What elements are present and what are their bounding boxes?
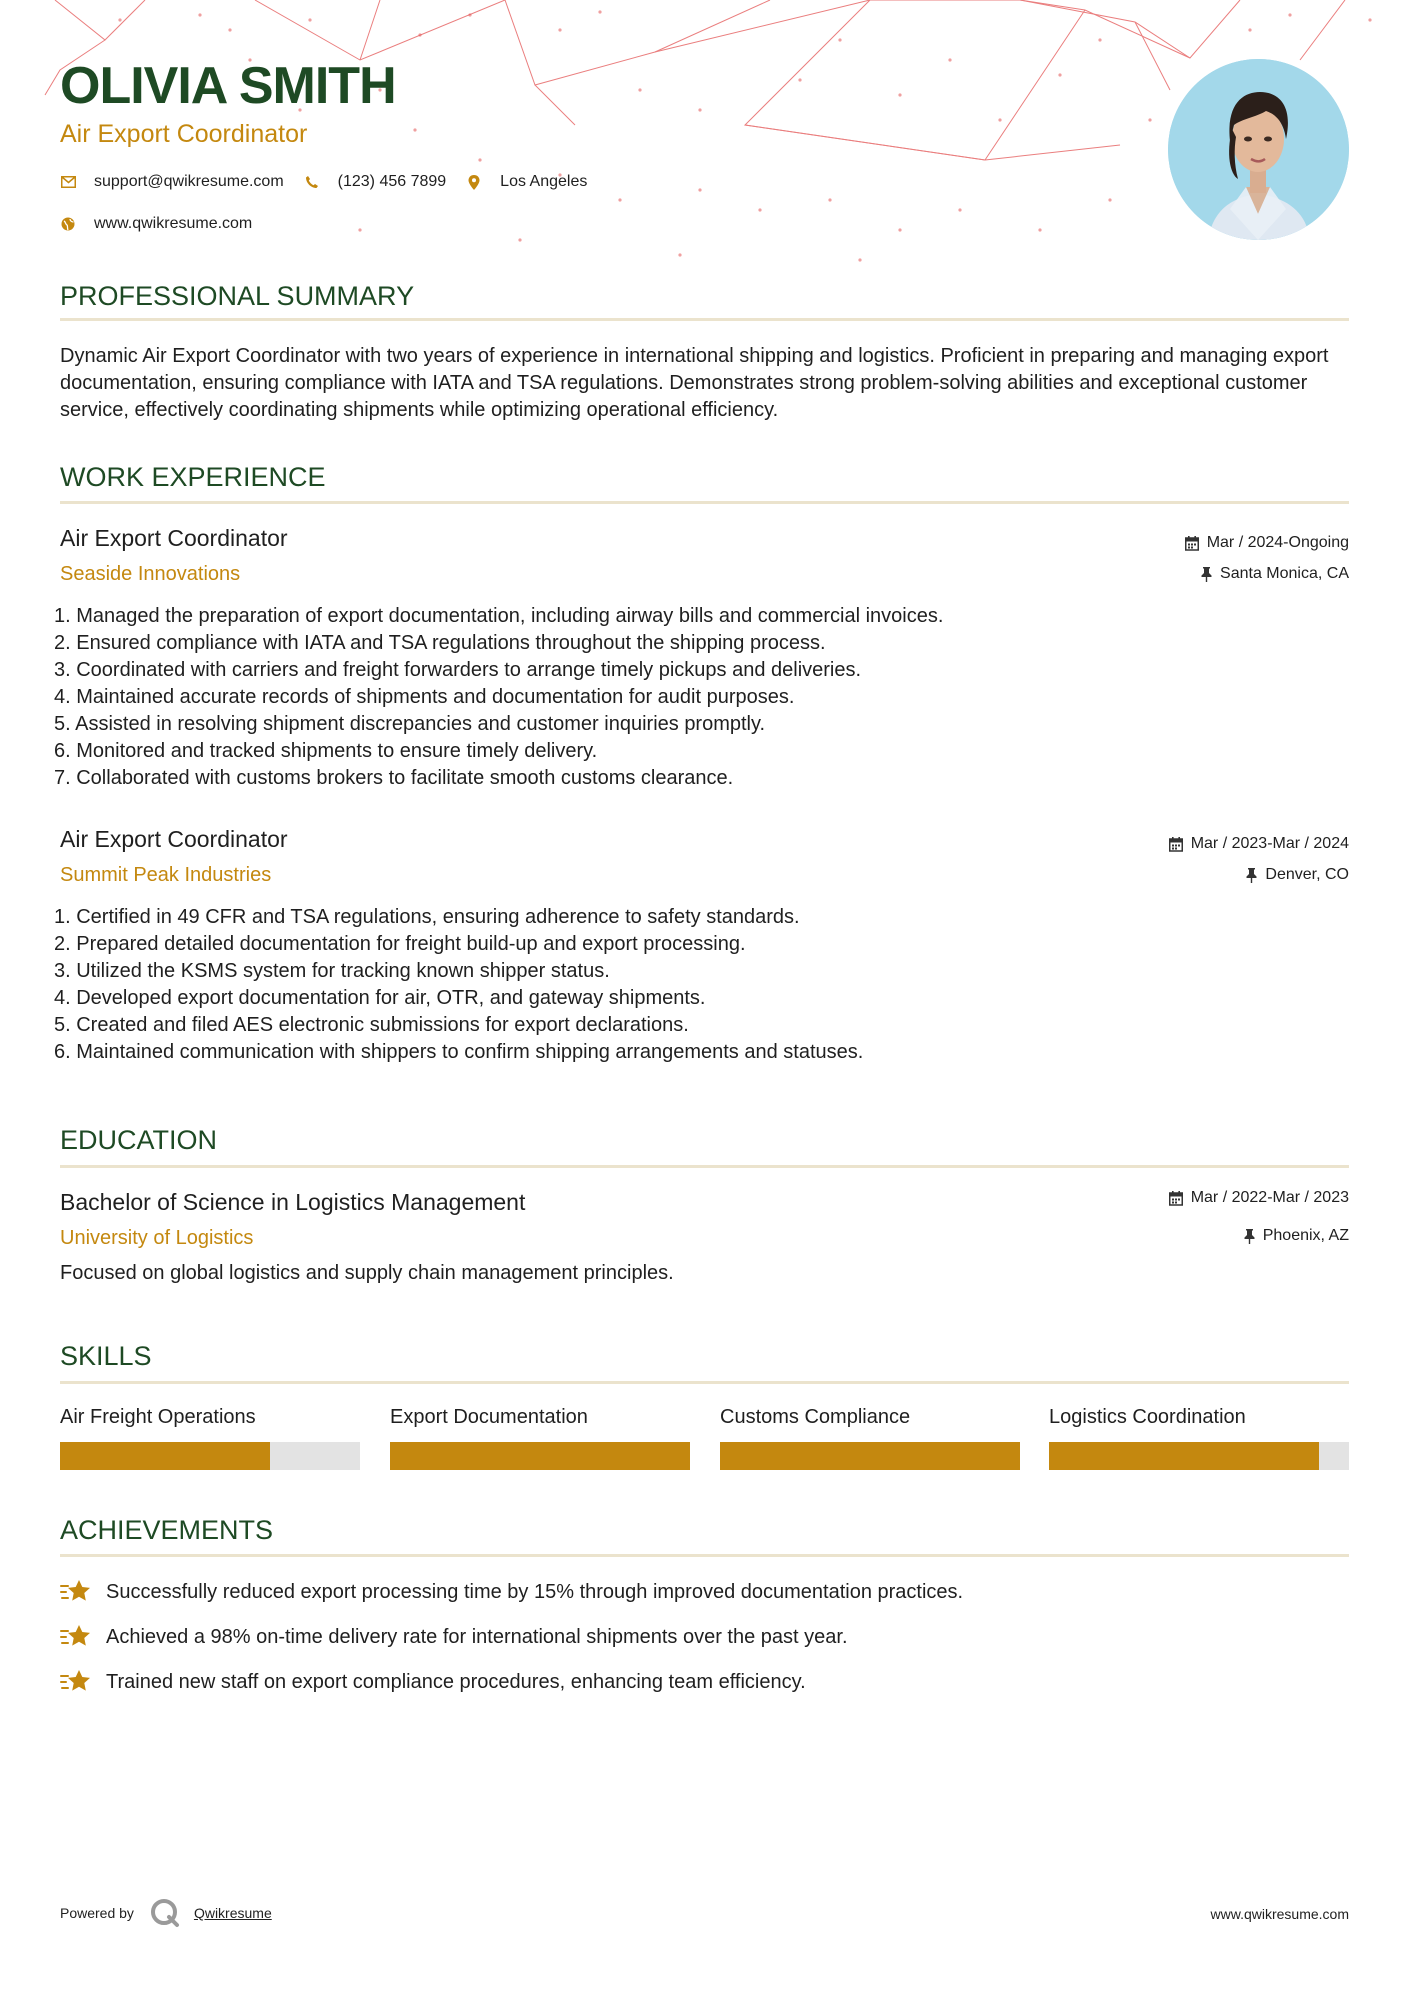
job-company: Summit Peak Industries bbox=[60, 864, 272, 886]
candidate-title: Air Export Coordinator bbox=[60, 120, 308, 148]
school-name: University of Logistics bbox=[60, 1227, 254, 1249]
education-dates bbox=[1169, 1189, 1349, 1207]
qwikresume-logo-icon bbox=[150, 1898, 180, 1928]
skill-level-fill bbox=[1049, 1442, 1319, 1470]
job-location bbox=[1201, 565, 1349, 583]
skill-bar bbox=[390, 1442, 690, 1470]
skill-item bbox=[390, 1402, 690, 1470]
star-icon bbox=[60, 1577, 92, 1607]
website-row bbox=[60, 215, 272, 233]
education-location-text: Phoenix, AZ bbox=[1262, 1227, 1349, 1244]
website-text[interactable]: www.qwikresume.com bbox=[94, 215, 253, 232]
pushpin-icon bbox=[1201, 567, 1212, 582]
job-location-text: Santa Monica, CA bbox=[1220, 565, 1349, 582]
qwikresume-link[interactable]: Qwikresume bbox=[193, 1905, 272, 1921]
education-dates-text: Mar / 2022-Mar / 2023 bbox=[1190, 1189, 1349, 1206]
skill-level-fill bbox=[60, 1442, 270, 1470]
calendar-icon bbox=[1169, 837, 1183, 852]
achievement-item bbox=[60, 1622, 848, 1652]
summary-heading: PROFESSIONAL SUMMARY bbox=[60, 281, 415, 311]
phone-text[interactable]: (123) 456 7899 bbox=[337, 173, 447, 190]
list-item: 7. Collaborated with customs brokers to facilitate smooth customs clearance. bbox=[54, 767, 734, 789]
degree-title: Bachelor of Science in Logistics Management bbox=[60, 1189, 526, 1215]
education-heading: EDUCATION bbox=[60, 1125, 218, 1155]
calendar-icon bbox=[1185, 536, 1199, 551]
achievement-item bbox=[60, 1667, 806, 1697]
skill-name: Export Documentation bbox=[390, 1406, 588, 1428]
pushpin-icon bbox=[1246, 868, 1257, 883]
skill-name: Air Freight Operations bbox=[60, 1406, 256, 1428]
list-item: 5. Created and filed AES electronic submissions for export declarations. bbox=[54, 1014, 689, 1036]
pushpin-icon bbox=[1244, 1229, 1255, 1244]
experience-heading: WORK EXPERIENCE bbox=[60, 462, 326, 492]
skill-item bbox=[1049, 1402, 1349, 1470]
location-item bbox=[466, 173, 587, 191]
star-icon bbox=[60, 1667, 92, 1697]
skill-bar bbox=[720, 1442, 1020, 1470]
achievements-heading: ACHIEVEMENTS bbox=[60, 1515, 274, 1545]
job-title: Air Export Coordinator bbox=[60, 525, 288, 551]
contact-row bbox=[60, 173, 607, 191]
job-title: Air Export Coordinator bbox=[60, 826, 288, 852]
list-item: 4. Maintained accurate records of shipments and documentation for audit purposes. bbox=[54, 686, 795, 708]
globe-icon bbox=[60, 216, 76, 232]
achievement-text: Successfully reduced export processing time by 15% through improved documentation practices. bbox=[106, 1580, 964, 1603]
achievement-item bbox=[60, 1577, 963, 1607]
summary-text: Dynamic Air Export Coordinator with two years of experience in international shipping and logistics. Proficient in preparing and managing export documentation, ensuring compliance with IATA and TSA regulations. Demonstrates strong problem-solving abilities and exceptional customer service, effectively coordinating shipments while optimizing operational efficiency. bbox=[60, 345, 1329, 421]
footer-branding bbox=[60, 1898, 272, 1928]
website-item[interactable] bbox=[60, 215, 252, 233]
list-item: 2. Ensured compliance with IATA and TSA regulations throughout the shipping process. bbox=[54, 632, 826, 654]
skill-bar bbox=[60, 1442, 360, 1470]
job-location-text: Denver, CO bbox=[1265, 866, 1349, 883]
summary-divider bbox=[60, 318, 1349, 321]
education-description: Focused on global logistics and supply chain management principles. bbox=[60, 1262, 674, 1284]
list-item: 5. Assisted in resolving shipment discrepancies and customer inquiries promptly. bbox=[54, 713, 766, 735]
list-item: 1. Certified in 49 CFR and TSA regulations, ensuring adherence to safety standards. bbox=[54, 906, 800, 928]
list-item: 6. Maintained communication with shippers to confirm shipping arrangements and statuses. bbox=[54, 1041, 864, 1063]
job-dates-text: Mar / 2023-Mar / 2024 bbox=[1190, 835, 1349, 852]
list-item: 1. Managed the preparation of export documentation, including airway bills and commercial invoices. bbox=[54, 605, 944, 627]
skill-name: Customs Compliance bbox=[720, 1406, 911, 1428]
experience-divider bbox=[60, 501, 1349, 504]
email-text[interactable]: support@qwikresume.com bbox=[94, 173, 284, 190]
list-item: 6. Monitored and tracked shipments to ensure timely delivery. bbox=[54, 740, 598, 762]
list-item: 4. Developed export documentation for air, OTR, and gateway shipments. bbox=[54, 987, 706, 1009]
achievement-text: Achieved a 98% on-time delivery rate for international shipments over the past year. bbox=[106, 1625, 848, 1648]
powered-by-label: Powered by bbox=[60, 1905, 134, 1921]
phone-item[interactable] bbox=[304, 173, 447, 191]
candidate-name: OLIVIA SMITH bbox=[60, 57, 396, 115]
email-item[interactable] bbox=[60, 173, 284, 191]
education-location bbox=[1244, 1227, 1349, 1245]
phone-icon bbox=[304, 174, 320, 190]
skill-level-fill bbox=[390, 1442, 690, 1470]
achievements-divider bbox=[60, 1554, 1349, 1557]
job-bullets bbox=[54, 603, 943, 792]
profile-photo bbox=[1168, 59, 1349, 240]
map-pin-icon bbox=[466, 174, 482, 190]
skills-divider bbox=[60, 1381, 1349, 1384]
job-company: Seaside Innovations bbox=[60, 563, 241, 585]
job-bullets bbox=[54, 904, 863, 1066]
job-dates bbox=[1185, 534, 1349, 552]
email-icon bbox=[60, 174, 76, 190]
list-item: 3. Coordinated with carriers and freight forwarders to arrange timely pickups and deliveries. bbox=[54, 659, 862, 681]
skill-item bbox=[720, 1402, 1020, 1470]
list-item: 3. Utilized the KSMS system for tracking known shipper status. bbox=[54, 960, 610, 982]
skill-item bbox=[60, 1402, 360, 1470]
achievement-text: Trained new staff on export compliance procedures, enhancing team efficiency. bbox=[106, 1670, 806, 1693]
skills-heading: SKILLS bbox=[60, 1341, 152, 1371]
calendar-icon bbox=[1169, 1191, 1183, 1206]
skill-level-fill bbox=[720, 1442, 1020, 1470]
skill-bar bbox=[1049, 1442, 1349, 1470]
footer-website[interactable]: www.qwikresume.com bbox=[1210, 1906, 1349, 1922]
job-location bbox=[1246, 866, 1349, 884]
location-text: Los Angeles bbox=[500, 173, 588, 190]
job-dates-text: Mar / 2024-Ongoing bbox=[1206, 534, 1349, 551]
job-dates bbox=[1169, 835, 1349, 853]
skill-name: Logistics Coordination bbox=[1049, 1406, 1246, 1428]
star-icon bbox=[60, 1622, 92, 1652]
list-item: 2. Prepared detailed documentation for freight build-up and export processing. bbox=[54, 933, 746, 955]
education-divider bbox=[60, 1165, 1349, 1168]
